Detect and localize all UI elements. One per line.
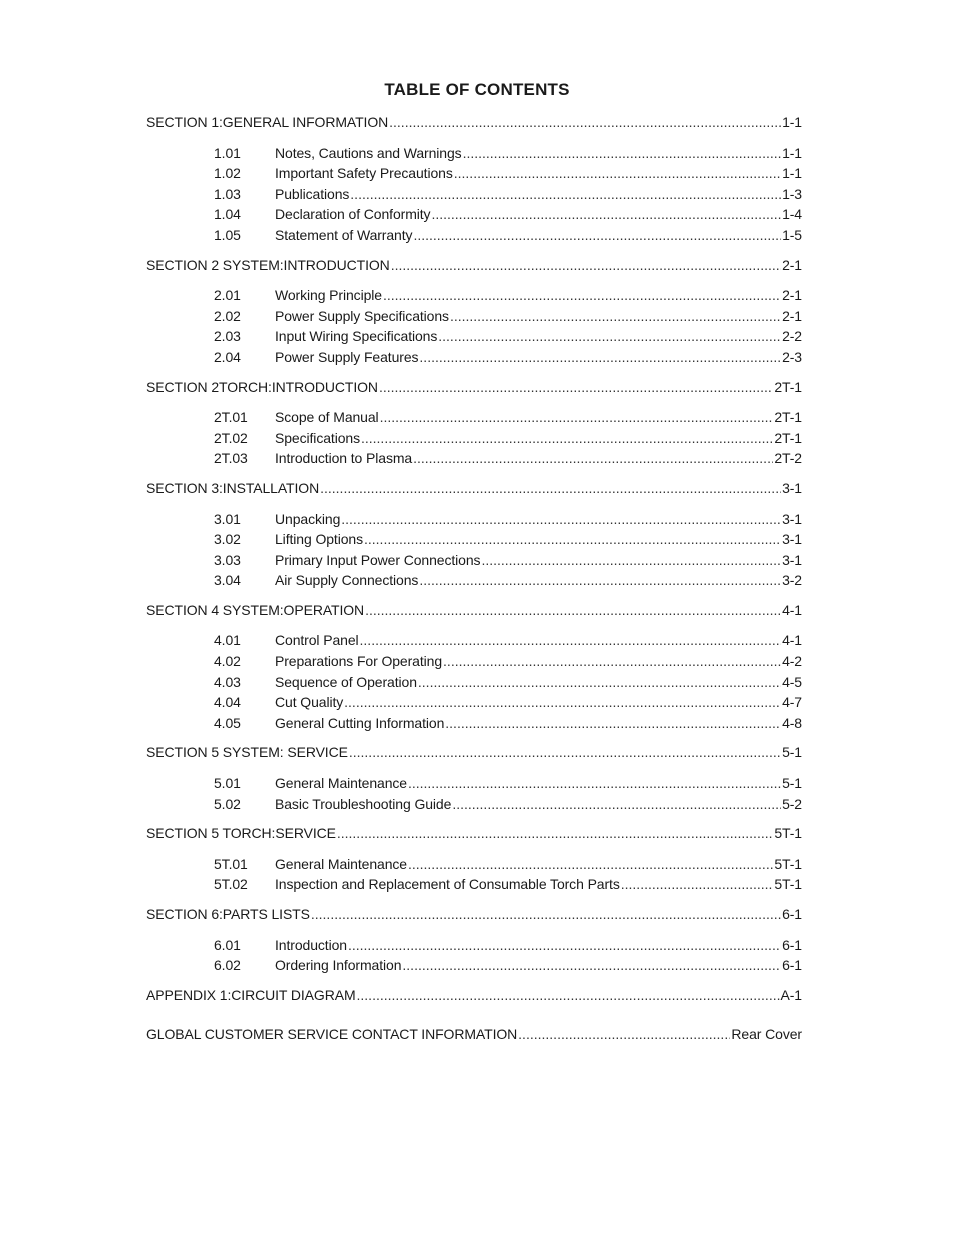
toc-item-number: 5T.01 bbox=[214, 855, 248, 872]
toc-dot-leader bbox=[413, 225, 781, 246]
toc-page-number: 6-1 bbox=[782, 936, 802, 953]
toc-item-label: Cut Quality bbox=[275, 694, 344, 711]
toc-item-number: 4.02 bbox=[214, 653, 241, 670]
toc-item-entry[interactable] bbox=[146, 163, 802, 184]
toc-dot-leader bbox=[418, 672, 781, 693]
toc-section-label: GLOBAL CUSTOMER SERVICE CONTACT INFORMATION bbox=[146, 1026, 518, 1043]
toc-dot-leader bbox=[413, 448, 773, 469]
toc-item-entry[interactable] bbox=[146, 794, 802, 815]
toc-item-label: Power Supply Features bbox=[275, 348, 419, 365]
toc-section-entry[interactable] bbox=[146, 112, 802, 133]
toc-page-number: 4-1 bbox=[782, 601, 802, 618]
toc-dot-leader bbox=[454, 163, 781, 184]
toc-item-label: Working Principle bbox=[275, 287, 382, 304]
toc-section bbox=[146, 742, 802, 814]
toc-item-entry[interactable] bbox=[146, 509, 802, 530]
toc-item-entry[interactable] bbox=[146, 692, 802, 713]
toc-item-entry[interactable] bbox=[146, 225, 802, 246]
toc-page-number: 2-3 bbox=[782, 348, 802, 365]
toc-page-number: 5T-1 bbox=[774, 855, 802, 872]
toc-section-label: SECTION 6:PARTS LISTS bbox=[146, 906, 310, 922]
toc-item-number: 5.02 bbox=[214, 795, 241, 812]
toc-dot-leader bbox=[364, 529, 781, 550]
toc-item-entry[interactable] bbox=[146, 347, 802, 368]
toc-item-number: 4.03 bbox=[214, 673, 241, 690]
page-title: TABLE OF CONTENTS bbox=[384, 80, 570, 99]
toc-item-entry[interactable] bbox=[146, 874, 802, 895]
toc-page-number: 1-1 bbox=[782, 114, 802, 130]
toc-dot-leader bbox=[408, 854, 773, 875]
toc-item-entry[interactable] bbox=[146, 204, 802, 225]
toc-item-number: 6.02 bbox=[214, 957, 241, 974]
toc-dot-leader bbox=[357, 985, 780, 1006]
toc-item-label: Ordering Information bbox=[275, 957, 402, 974]
toc-item-label: Basic Troubleshooting Guide bbox=[275, 795, 452, 812]
toc-item-number: 5.01 bbox=[214, 775, 241, 792]
toc-item-label: Inspection and Replacement of Consumable Torch Parts bbox=[275, 876, 620, 893]
toc-item-label: Control Panel bbox=[275, 632, 359, 649]
toc-item-label: Introduction to Plasma bbox=[275, 450, 413, 467]
toc-dot-leader bbox=[452, 794, 781, 815]
toc-item-label: Unpacking bbox=[275, 510, 341, 527]
toc-page-number: 4-1 bbox=[782, 632, 802, 649]
toc-item-entry[interactable] bbox=[146, 651, 802, 672]
toc-dot-leader bbox=[438, 326, 781, 347]
toc-dot-leader bbox=[518, 1024, 730, 1045]
toc-dot-leader bbox=[391, 255, 781, 276]
toc-item-entry[interactable] bbox=[146, 448, 802, 469]
toc-dot-leader bbox=[360, 630, 782, 651]
toc-item-entry[interactable] bbox=[146, 407, 802, 428]
toc-item-number: 1.04 bbox=[214, 206, 241, 223]
toc-item-entry[interactable] bbox=[146, 713, 802, 734]
toc-item-entry[interactable] bbox=[146, 935, 802, 956]
toc-item-label: General Maintenance bbox=[275, 855, 407, 872]
toc-item-number: 1.03 bbox=[214, 185, 241, 202]
toc-section bbox=[146, 478, 802, 591]
toc-item-number: 2T.01 bbox=[214, 409, 248, 426]
toc-page-number: 2-1 bbox=[782, 256, 802, 273]
toc-item-label: Preparations For Operating bbox=[275, 653, 443, 670]
toc-item-number: 4.01 bbox=[214, 632, 241, 649]
toc-item-entry[interactable] bbox=[146, 306, 802, 327]
toc-dot-leader bbox=[311, 904, 781, 925]
toc-section-label: SECTION 4 SYSTEM:OPERATION bbox=[146, 601, 365, 618]
toc-item-label: Specifications bbox=[275, 429, 360, 446]
toc-item-number: 2.04 bbox=[214, 348, 241, 365]
table-of-contents bbox=[146, 112, 802, 1064]
toc-item-entry[interactable] bbox=[146, 550, 802, 571]
toc-item-number: 4.04 bbox=[214, 694, 241, 711]
toc-page-number: 3-1 bbox=[782, 551, 802, 568]
toc-item-label: Air Supply Connections bbox=[275, 572, 419, 589]
toc-dot-leader bbox=[349, 742, 781, 763]
toc-section-entry[interactable] bbox=[146, 985, 802, 1006]
toc-item-label: Power Supply Specifications bbox=[275, 307, 449, 324]
toc-dot-leader bbox=[344, 692, 781, 713]
toc-section-label: SECTION 3:INSTALLATION bbox=[146, 479, 320, 496]
toc-item-number: 1.02 bbox=[214, 165, 241, 182]
toc-page-number: 4-7 bbox=[782, 694, 802, 711]
toc-item-label: Scope of Manual bbox=[275, 409, 379, 426]
toc-item-number: 2T.02 bbox=[214, 429, 248, 446]
toc-item-entry[interactable] bbox=[146, 326, 802, 347]
toc-dot-leader bbox=[350, 184, 781, 205]
toc-item-entry[interactable] bbox=[146, 428, 802, 449]
toc-item-label: Introduction bbox=[275, 936, 347, 953]
toc-dot-leader bbox=[481, 550, 781, 571]
toc-dot-leader bbox=[419, 347, 781, 368]
toc-dot-leader bbox=[341, 509, 781, 530]
toc-section-entry[interactable] bbox=[146, 255, 802, 276]
toc-item-entry[interactable] bbox=[146, 773, 802, 794]
toc-page-number: 1-5 bbox=[782, 226, 802, 243]
toc-page-number: 3-1 bbox=[782, 531, 802, 548]
toc-dot-leader bbox=[445, 713, 781, 734]
toc-item-number: 3.02 bbox=[214, 531, 241, 548]
toc-item-entry[interactable] bbox=[146, 143, 802, 164]
toc-item-entry[interactable] bbox=[146, 285, 802, 306]
toc-item-number: 3.01 bbox=[214, 510, 241, 527]
toc-section bbox=[146, 1024, 802, 1045]
toc-section-label: SECTION 5 SYSTEM: SERVICE bbox=[146, 744, 348, 761]
toc-page-number: 2T-2 bbox=[774, 450, 802, 467]
toc-section bbox=[146, 904, 802, 976]
toc-item-label: General Maintenance bbox=[275, 775, 407, 792]
toc-item-label: General Cutting Information bbox=[275, 714, 445, 731]
toc-section-entry[interactable] bbox=[146, 600, 802, 621]
toc-dot-leader bbox=[361, 428, 773, 449]
toc-page-number: 2-1 bbox=[782, 307, 802, 324]
toc-page-number: 4-2 bbox=[782, 653, 802, 670]
toc-page-number: 2-2 bbox=[782, 328, 802, 345]
toc-section-entry[interactable] bbox=[146, 823, 802, 844]
toc-item-label: Declaration of Conformity bbox=[275, 206, 431, 223]
toc-item-label: Statement of Warranty bbox=[275, 226, 413, 243]
toc-page-number: 3-1 bbox=[782, 510, 802, 527]
toc-item-number: 3.04 bbox=[214, 572, 241, 589]
toc-item-number: 5T.02 bbox=[214, 876, 248, 893]
toc-section bbox=[146, 377, 802, 469]
toc-item-entry[interactable] bbox=[146, 570, 802, 591]
toc-dot-leader bbox=[419, 570, 781, 591]
toc-section-entry[interactable] bbox=[146, 742, 802, 763]
toc-dot-leader bbox=[621, 874, 774, 895]
toc-page-number: 6-1 bbox=[782, 957, 802, 974]
toc-page-number: 2T-1 bbox=[774, 409, 802, 426]
toc-dot-leader bbox=[348, 935, 781, 956]
toc-section bbox=[146, 255, 802, 368]
toc-item-entry[interactable] bbox=[146, 854, 802, 875]
toc-item-entry[interactable] bbox=[146, 955, 802, 976]
toc-dot-leader bbox=[320, 478, 781, 499]
toc-section-label: SECTION 2 SYSTEM:INTRODUCTION bbox=[146, 256, 390, 273]
toc-page-number: 5T-1 bbox=[774, 876, 802, 893]
toc-section-entry[interactable] bbox=[146, 1024, 802, 1045]
toc-dot-leader bbox=[431, 204, 781, 225]
toc-item-number: 3.03 bbox=[214, 551, 241, 568]
toc-dot-leader bbox=[365, 600, 781, 621]
toc-dot-leader bbox=[383, 285, 781, 306]
toc-dot-leader bbox=[402, 955, 781, 976]
toc-page-number: 5-1 bbox=[782, 744, 802, 761]
toc-dot-leader bbox=[443, 651, 781, 672]
toc-item-number: 6.01 bbox=[214, 936, 241, 953]
toc-section-label: SECTION 2TORCH:INTRODUCTION bbox=[146, 378, 378, 395]
toc-dot-leader bbox=[463, 143, 782, 164]
toc-section bbox=[146, 823, 802, 895]
toc-dot-leader bbox=[379, 377, 773, 398]
toc-section bbox=[146, 600, 802, 734]
toc-page-number: 5-2 bbox=[782, 795, 802, 812]
toc-section-label: APPENDIX 1:CIRCUIT DIAGRAM bbox=[146, 986, 356, 1003]
toc-page-number: 2-1 bbox=[782, 287, 802, 304]
toc-section-label: SECTION 1:GENERAL INFORMATION bbox=[146, 114, 389, 130]
toc-dot-leader bbox=[450, 306, 781, 327]
toc-dot-leader bbox=[389, 112, 781, 133]
toc-page-number: 1-1 bbox=[782, 165, 802, 182]
toc-item-number: 1.05 bbox=[214, 226, 241, 243]
toc-item-number: 1.01 bbox=[214, 144, 241, 161]
toc-page-number: 4-5 bbox=[782, 673, 802, 690]
toc-page-number: 6-1 bbox=[782, 906, 802, 922]
toc-dot-leader bbox=[380, 407, 774, 428]
toc-section bbox=[146, 112, 802, 246]
toc-page-number: 1-1 bbox=[782, 144, 802, 161]
toc-item-entry[interactable] bbox=[146, 630, 802, 651]
toc-item-number: 4.05 bbox=[214, 714, 241, 731]
toc-item-label: Important Safety Precautions bbox=[275, 165, 453, 182]
toc-page-number: 3-2 bbox=[782, 572, 802, 589]
toc-section-label: SECTION 5 TORCH:SERVICE bbox=[146, 825, 336, 842]
toc-page-number: 1-4 bbox=[782, 206, 802, 223]
toc-section bbox=[146, 985, 802, 1006]
toc-section-entry[interactable] bbox=[146, 377, 802, 398]
toc-item-entry[interactable] bbox=[146, 672, 802, 693]
toc-item-number: 2T.03 bbox=[214, 450, 248, 467]
toc-page-number: 4-8 bbox=[782, 714, 802, 731]
toc-item-label: Input Wiring Specifications bbox=[275, 328, 438, 345]
toc-page-number: A-1 bbox=[780, 986, 802, 1003]
toc-page-number: 2T-1 bbox=[774, 429, 802, 446]
toc-item-label: Publications bbox=[275, 185, 350, 202]
toc-item-entry[interactable] bbox=[146, 184, 802, 205]
toc-page-number: Rear Cover bbox=[731, 1026, 802, 1043]
toc-item-label: Notes, Cautions and Warnings bbox=[275, 144, 462, 161]
toc-page-number: 1-3 bbox=[782, 185, 802, 202]
toc-item-label: Sequence of Operation bbox=[275, 673, 417, 690]
toc-item-number: 2.01 bbox=[214, 287, 241, 304]
toc-item-number: 2.02 bbox=[214, 307, 241, 324]
toc-page-number: 3-1 bbox=[782, 479, 802, 496]
toc-dot-leader bbox=[408, 773, 781, 794]
toc-dot-leader bbox=[337, 823, 774, 844]
toc-item-entry[interactable] bbox=[146, 529, 802, 550]
toc-page-number: 2T-1 bbox=[774, 378, 802, 395]
toc-item-number: 2.03 bbox=[214, 328, 241, 345]
toc-item-label: Lifting Options bbox=[275, 531, 363, 548]
toc-page-number: 5T-1 bbox=[774, 825, 802, 842]
toc-page-number: 5-1 bbox=[782, 775, 802, 792]
toc-item-label: Primary Input Power Connections bbox=[275, 551, 481, 568]
toc-section-entry[interactable] bbox=[146, 904, 802, 925]
toc-section-entry[interactable] bbox=[146, 478, 802, 499]
